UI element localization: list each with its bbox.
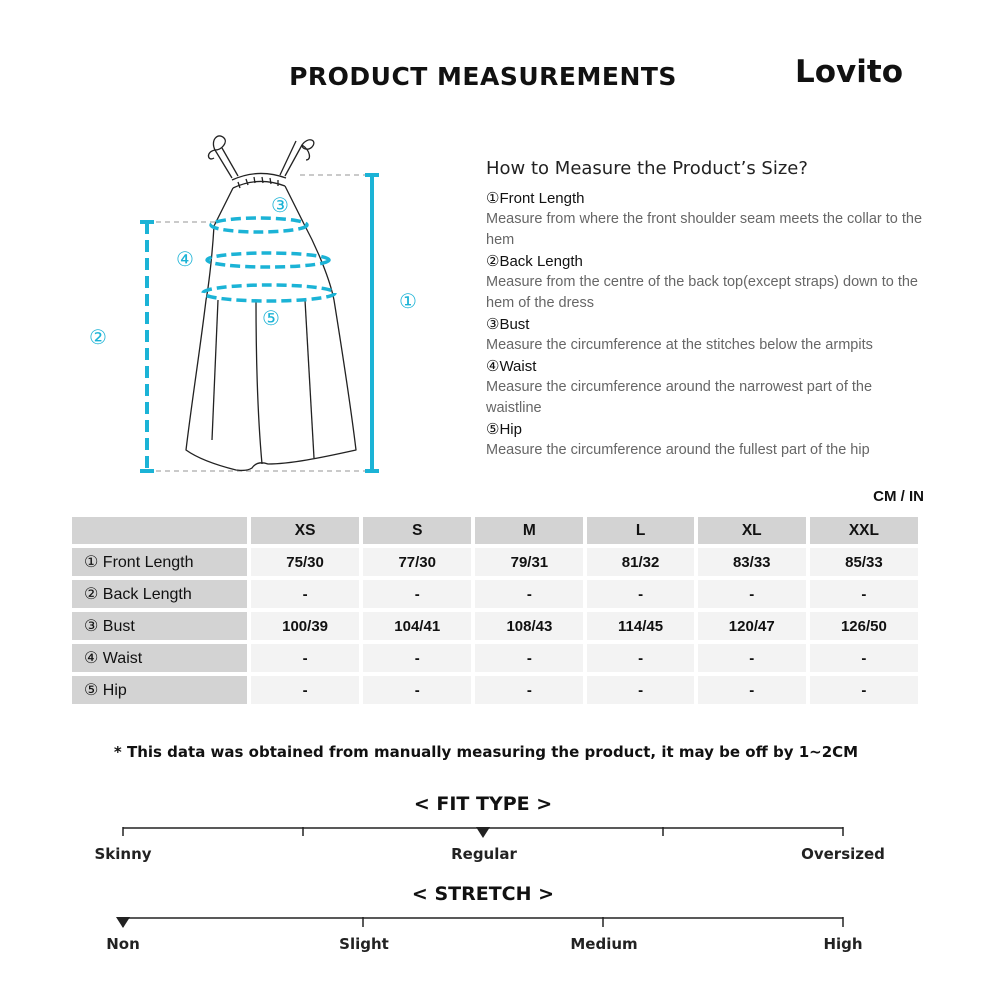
page-title: PRODUCT MEASUREMENTS — [289, 62, 677, 91]
table-cell: - — [698, 580, 806, 608]
howto-item — [486, 314, 926, 356]
howto-item — [486, 251, 926, 314]
table-cell: - — [475, 676, 583, 704]
size-header: L — [587, 517, 693, 544]
stretch-label-high: High — [823, 935, 863, 953]
table-row — [72, 612, 918, 640]
units-label: CM / IN — [873, 488, 924, 505]
table-cell: 79/31 — [475, 548, 583, 576]
table-cell: - — [251, 676, 359, 704]
table-cell: - — [475, 644, 583, 672]
stretch-title: < STRETCH > — [411, 883, 555, 905]
table-cell: 120/47 — [698, 612, 806, 640]
howto-desc: Measure from where the front shoulder seam meets the collar to the hem — [486, 211, 923, 248]
size-header: XL — [698, 517, 806, 544]
row-label: ② Back Length — [72, 580, 247, 608]
table-cell: 126/50 — [810, 612, 918, 640]
brand-logo: Lovito — [795, 54, 904, 90]
table-cell: - — [810, 676, 918, 704]
howto-item — [486, 419, 926, 461]
table-cell: - — [587, 676, 693, 704]
marker-bust: ③ — [271, 193, 289, 217]
marker-hip: ⑤ — [262, 306, 280, 330]
table-cell: - — [587, 580, 693, 608]
fit-label-skinny: Skinny — [94, 845, 152, 863]
size-header: XXL — [810, 517, 918, 544]
fit-label-oversized: Oversized — [801, 845, 885, 863]
table-cell: - — [363, 644, 471, 672]
row-label: ③ Bust — [72, 612, 247, 640]
table-row — [72, 580, 918, 608]
fit-label-regular: Regular — [451, 845, 517, 863]
marker-waist: ④ — [176, 247, 194, 271]
table-cell: 100/39 — [251, 612, 359, 640]
row-label: ④ Waist — [72, 644, 247, 672]
stretch-label-non: Non — [106, 935, 140, 953]
howto-list — [486, 188, 926, 461]
table-cell: - — [587, 644, 693, 672]
marker-back-length: ② — [89, 325, 107, 349]
table-cell: 83/33 — [698, 548, 806, 576]
table-cell: 77/30 — [363, 548, 471, 576]
howto-heading: ②Back Length — [486, 253, 583, 270]
waist-ellipse — [207, 253, 329, 267]
size-table — [68, 513, 922, 708]
front-length-indicator — [365, 175, 379, 471]
marker-front-length: ① — [399, 289, 417, 313]
table-cell: - — [810, 580, 918, 608]
fit-type-pointer — [476, 827, 490, 838]
table-cell: - — [363, 580, 471, 608]
stretch-scale — [0, 910, 1000, 932]
fit-type-scale — [0, 820, 1000, 840]
table-cell: 108/43 — [475, 612, 583, 640]
table-corner-cell — [72, 517, 247, 544]
stretch-label-slight: Slight — [339, 935, 389, 953]
table-cell: - — [475, 580, 583, 608]
table-row — [72, 644, 918, 672]
dress-outline — [186, 136, 356, 471]
table-row — [72, 548, 918, 576]
table-cell: 81/32 — [587, 548, 693, 576]
howto-heading: ①Front Length — [486, 190, 585, 207]
table-cell: - — [251, 644, 359, 672]
hip-ellipse — [203, 285, 335, 301]
stretch-label-medium: Medium — [570, 935, 638, 953]
size-header: XS — [251, 517, 359, 544]
bust-ellipse — [211, 218, 307, 232]
howto-desc: Measure the circumference around the fullest part of the hip — [486, 442, 870, 458]
table-cell: - — [698, 676, 806, 704]
table-cell: 85/33 — [810, 548, 918, 576]
howto-heading: ④Waist — [486, 358, 537, 375]
howto-item — [486, 356, 926, 419]
back-length-indicator — [140, 222, 154, 471]
stretch-pointer — [116, 917, 130, 928]
row-label: ⑤ Hip — [72, 676, 247, 704]
table-cell: - — [251, 580, 359, 608]
table-cell: - — [698, 644, 806, 672]
table-cell: 75/30 — [251, 548, 359, 576]
table-header-row — [72, 517, 918, 544]
table-cell: 104/41 — [363, 612, 471, 640]
howto-heading: ⑤Hip — [486, 421, 522, 438]
table-cell: - — [363, 676, 471, 704]
table-cell: 114/45 — [587, 612, 693, 640]
table-row — [72, 676, 918, 704]
howto-desc: Measure from the centre of the back top(except straps) down to the hem of the dress — [486, 274, 918, 311]
measurement-note: * This data was obtained from manually measuring the product, it may be off by 1~2CM — [113, 743, 859, 761]
howto-heading: ③Bust — [486, 316, 530, 333]
howto-desc: Measure the circumference at the stitches below the armpits — [486, 337, 873, 353]
size-header: M — [475, 517, 583, 544]
howto-item — [486, 188, 926, 251]
fit-type-title: < FIT TYPE > — [413, 793, 553, 815]
size-header: S — [363, 517, 471, 544]
row-label: ① Front Length — [72, 548, 247, 576]
howto-desc: Measure the circumference around the narrowest part of the waistline — [486, 379, 873, 416]
dress-diagram — [0, 120, 470, 490]
table-cell: - — [810, 644, 918, 672]
howto-title: How to Measure the Product’s Size? — [486, 158, 808, 179]
